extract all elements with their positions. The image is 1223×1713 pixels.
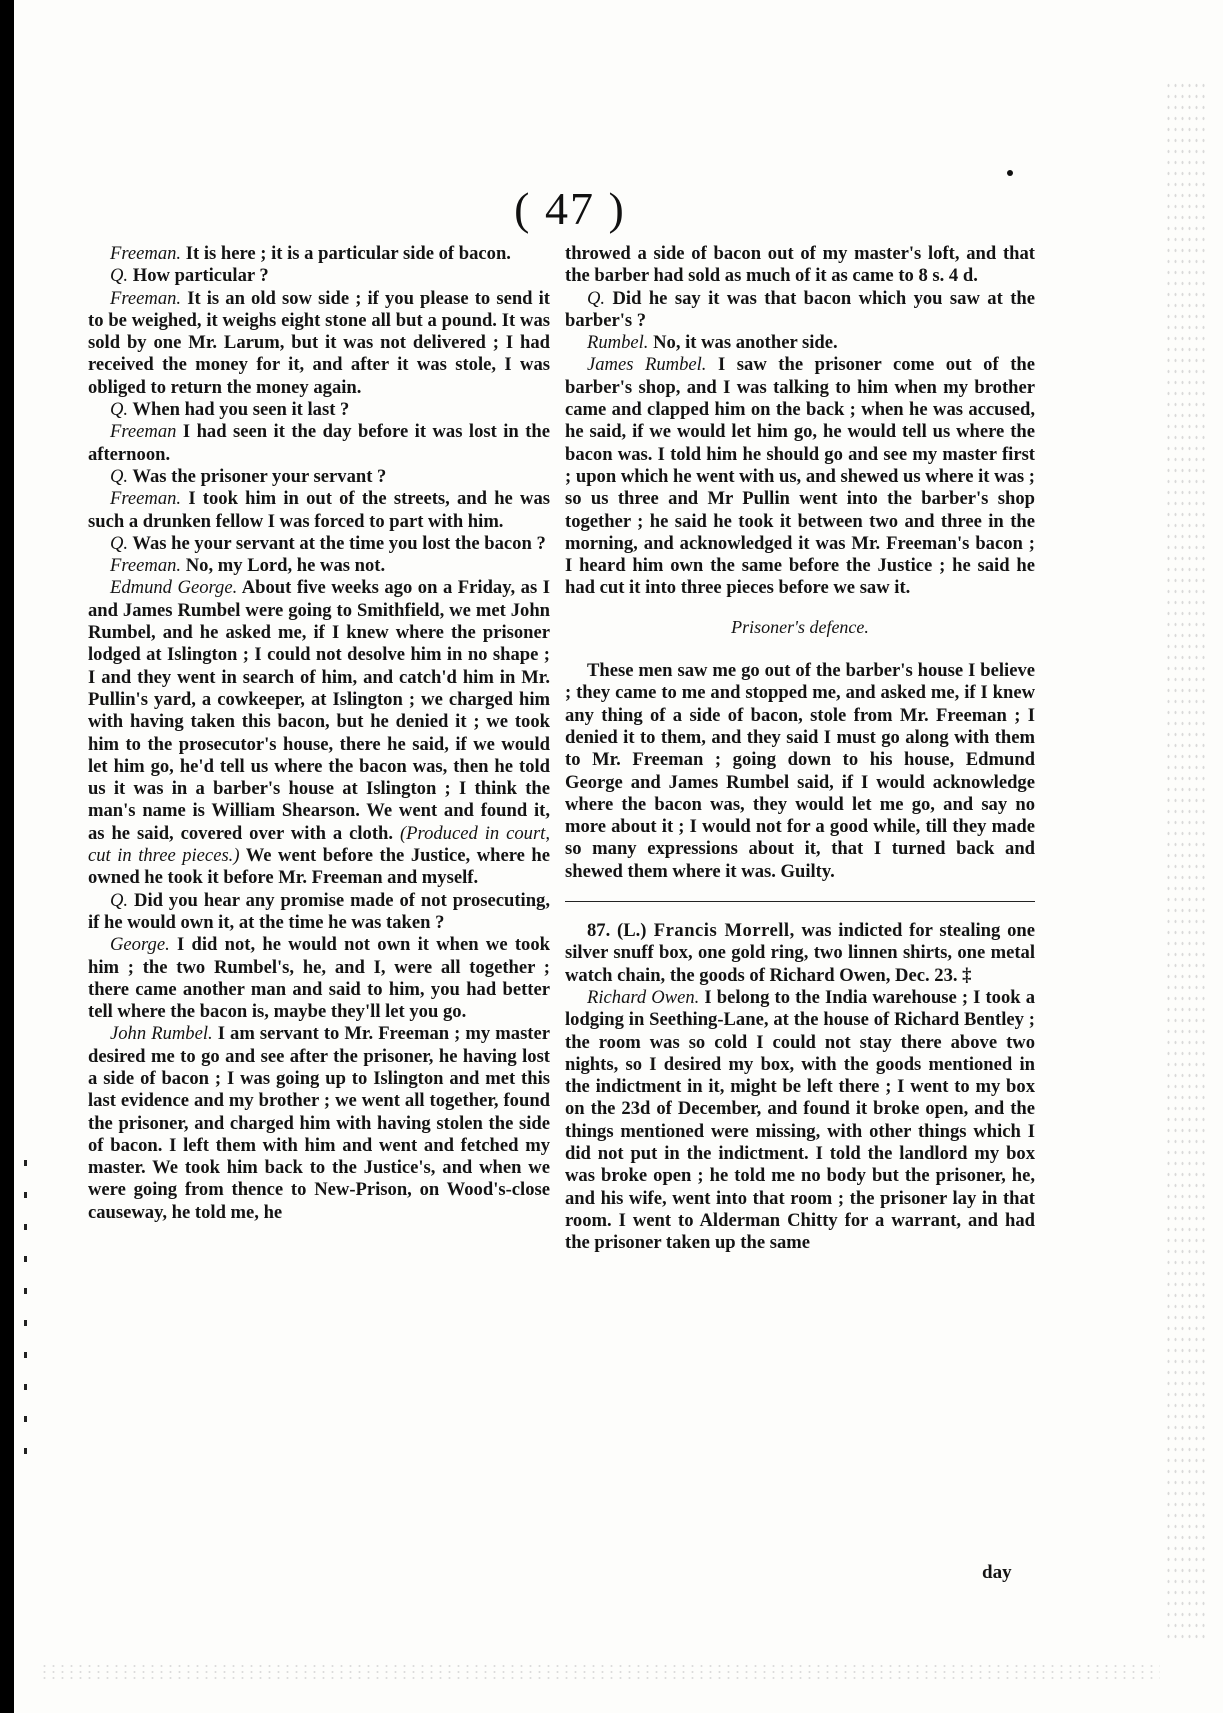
speaker-label: James Rumbel. bbox=[587, 354, 707, 376]
page-number: ( 47 ) bbox=[514, 183, 626, 234]
ink-dot bbox=[1007, 170, 1013, 176]
scan-bottom-specks bbox=[40, 1663, 1160, 1683]
speaker-label: Richard Owen. bbox=[587, 986, 700, 1008]
right-column bbox=[565, 243, 1035, 1254]
right-column-owen-testimony bbox=[565, 987, 1035, 1255]
testimony-text: I took him in out of the streets, and he was such a drunken fellow I was forced to part with him. bbox=[88, 488, 550, 532]
scan-right-specks bbox=[1165, 80, 1205, 1640]
testimony-text: I had seen it the day before it was lost in the afternoon. bbox=[88, 421, 550, 465]
testimony-paragraph bbox=[88, 399, 550, 421]
speaker-label: Q. bbox=[110, 265, 129, 287]
speaker-label: Freeman. bbox=[110, 488, 182, 510]
testimony-paragraph bbox=[565, 354, 1035, 599]
testimony-text: Was he your servant at the time you lost the bacon ? bbox=[128, 532, 546, 554]
testimony-text: It is here ; it is a particular side of bacon. bbox=[181, 243, 511, 264]
testimony-paragraph bbox=[88, 421, 550, 466]
case-87-heading bbox=[565, 920, 1035, 987]
testimony-text: I belong to the India warehouse ; I took a lodging in Seething-Lane, at the house of Richard Bentley ; the room was so cold I could not stay there above two nights, so I desired my box, with the goods mentioned in the indictment in it, might be left there ; I went to my box on the 23d of December, and found it broke open, and the things mentioned were missing, with other things which I did not put in the indictment. I told the landlord my box was broke open ; he told me no body but the prisoner, he, and his wife, went into that room ; the prisoner lay in that room. I went to Alderman Chitty for a warrant, and had the prisoner taken up the same bbox=[565, 986, 1035, 1254]
testimony-paragraph bbox=[88, 533, 550, 555]
testimony-paragraph bbox=[565, 243, 1035, 288]
testimony-paragraph bbox=[565, 332, 1035, 354]
speaker-label: Q. bbox=[587, 287, 606, 309]
testimony-text: No, my Lord, he was not. bbox=[181, 555, 386, 577]
testimony-text: I am servant to Mr. Freeman ; my master desired me to go and see after the prisoner, he having lost a side of bacon ; I was going up to Islington and met this last evidence and my brother ; we went all together, found the prisoner, and charged him with having stolen the side of bacon. I left them with him and went and fetched my master. We took him back to the Justice's, and when we were going from thence to New-Prison, on Wood's-close causeway, he told me, he bbox=[88, 1023, 551, 1223]
testimony-text: We went before the Justice, where he owned he took it before Mr. Freeman and myself. bbox=[88, 845, 551, 889]
right-column-testimony bbox=[565, 243, 1035, 600]
case-number: 87. (L.) bbox=[587, 920, 647, 942]
testimony-paragraph bbox=[88, 466, 550, 488]
testimony-text: No, it was another side. bbox=[648, 332, 838, 354]
testimony-paragraph bbox=[88, 1023, 550, 1224]
testimony-text: Was the prisoner your servant ? bbox=[128, 465, 387, 487]
speaker-label: George. bbox=[110, 934, 170, 956]
testimony-paragraph bbox=[88, 488, 550, 533]
testimony-paragraph bbox=[565, 987, 1035, 1255]
testimony-text: It is an old sow side ; if you please to send it to be weighed, it weighs eight stone all but a pound. It was sold by one Mr. Larum, but it was not delivered ; I had received the money for it, and after it was stole, I was obliged to return the money again. bbox=[88, 287, 550, 398]
testimony-text: I saw the prisoner come out of the barber's shop, and I was talking to him when my brother came and clapped him on the back ; when he was accused, he said, if we would let him go, he would tell us where the bacon was. I told him he should go and see my master first ; upon which he went with us, and shewed us where it was ; so us three and Mr Pullin went into the barber's shop together ; he said he took it between two and three in the morning, and acknowledged it was Mr. Freeman's bacon ; I heard him own the same before the Justice ; he said he had cut it into three pieces before we saw it. bbox=[565, 354, 1036, 599]
testimony-paragraph bbox=[88, 555, 550, 577]
testimony-paragraph bbox=[88, 243, 550, 265]
scan-edge-specks bbox=[24, 1160, 34, 1490]
testimony-paragraph bbox=[88, 265, 550, 287]
testimony-text: I did not, he would not own it when we took him ; the two Rumbel's, he, and I, were all together ; there came another man and said to him, you had better tell where the bacon is, maybe they'll let you go. bbox=[88, 934, 550, 1023]
speaker-label: Q. bbox=[110, 889, 129, 911]
testimony-text: Did he say it was that bacon which you saw at the barber's ? bbox=[565, 287, 1035, 331]
testimony-paragraph bbox=[565, 288, 1035, 333]
speaker-label: Q. bbox=[110, 532, 129, 554]
testimony-text: About five weeks ago on a Friday, as I and James Rumbel were going to Smithfield, we met John Rumbel, and he asked me, if I knew where the prisoner lodged at Islington ; I could not desolve him in no shape ; I and they went in search of him, and catch'd him in Mr. Pullin's yard, a cowkeeper, at Islington ; we charged him with having taken this bacon, but he denied it ; we took him to the prosecutor's house, there he said, if we would let him go, he'd tell us where the bacon was, then he told us it was in a barber's house at Islington ; I think the man's name is William Shearson. We went and found it, as he said, covered over with a cloth. bbox=[88, 577, 550, 844]
speaker-label: Rumbel. bbox=[587, 332, 649, 354]
testimony-text: When had you seen it last ? bbox=[128, 399, 350, 421]
left-column bbox=[88, 243, 550, 1224]
defence-heading: Prisoner's defence. bbox=[731, 616, 869, 637]
speaker-label: John Rumbel. bbox=[110, 1023, 213, 1045]
testimony-text: Did you hear any promise made of not prosecuting, if he would own it, at the time he was taken ? bbox=[88, 889, 550, 933]
testimony-paragraph bbox=[88, 288, 550, 399]
speaker-label: Q. bbox=[110, 465, 129, 487]
speaker-label: Freeman. bbox=[110, 243, 182, 264]
case-indictment: was indicted for stealing one silver snuff box, one gold ring, two linnen shirts, one metal watch chain, the goods of Richard Owen, Dec. 23. ‡ bbox=[565, 920, 1036, 986]
testimony-paragraph bbox=[88, 577, 550, 889]
speaker-label: Freeman. bbox=[110, 287, 182, 309]
testimony-text: throwed a side of bacon out of my master's loft, and that the barber had sold as much of it as came to 8 s. 4 d. bbox=[565, 243, 1035, 287]
speaker-label: Freeman bbox=[110, 421, 177, 443]
testimony-paragraph bbox=[88, 890, 550, 935]
defence-text: These men saw me go out of the barber's house I believe ; they came to me and stopped me, and asked me, if I knew any thing of a side of bacon, stole from Mr. Freeman ; I denied it to them, and they said I must go along with them to Mr. Freeman ; going down to his house, Edmund George and James Rumbel said, if I would acknowledge where the bacon was, they would let me go, and say no more about it ; I would not for a good while, till they made so many expressions about it, that I turned back and shewed them where it was. Guilty. bbox=[565, 660, 1035, 882]
exhibit-note: (Produced in court, cut in three pieces.) bbox=[88, 822, 550, 867]
testimony-paragraph bbox=[88, 934, 550, 1023]
section-rule bbox=[565, 901, 1035, 902]
catchword: day bbox=[982, 1562, 1012, 1583]
defendant-name: Francis Morrell, bbox=[646, 920, 795, 942]
speaker-label: Edmund George. bbox=[110, 577, 238, 599]
speaker-label: Freeman. bbox=[110, 555, 182, 577]
speaker-label: Q. bbox=[110, 399, 129, 421]
testimony-text: How particular ? bbox=[128, 265, 269, 287]
scan-left-edge bbox=[0, 0, 14, 1713]
